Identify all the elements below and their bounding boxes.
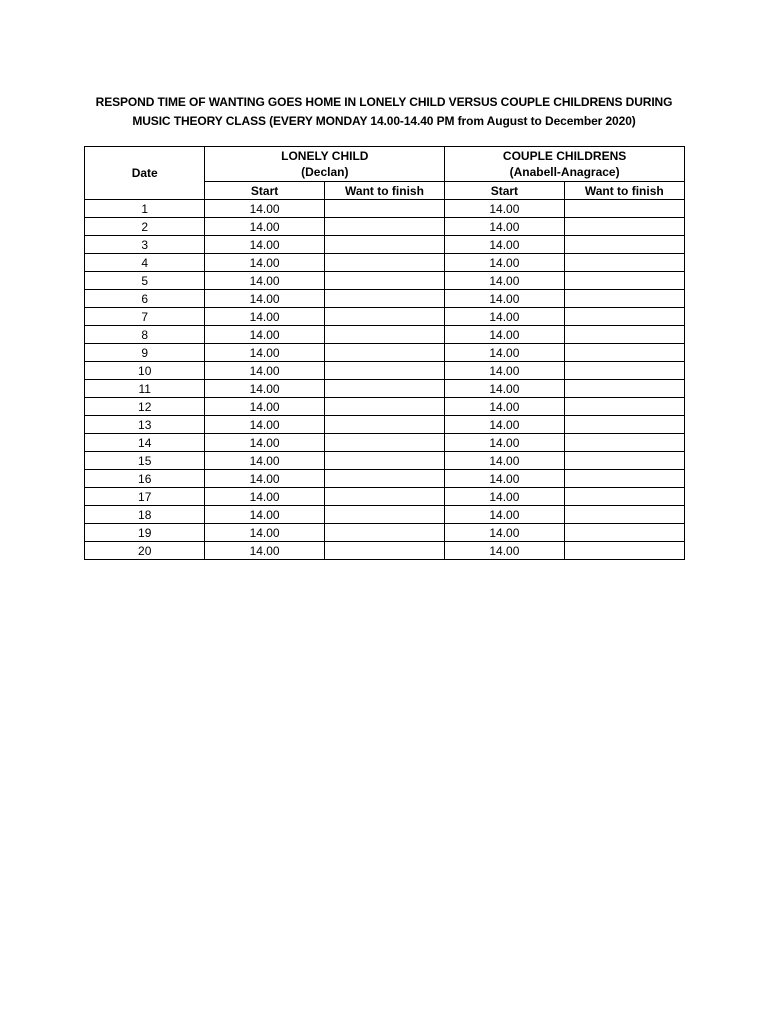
- lonely-start-cell: 14.00: [205, 218, 324, 236]
- couple-start-cell: 14.00: [445, 344, 564, 362]
- table-row: [85, 362, 685, 380]
- lonely-finish-cell: [324, 506, 444, 524]
- lonely-start-cell: 14.00: [205, 506, 324, 524]
- lonely-finish-cell: [324, 290, 444, 308]
- date-cell: 2: [85, 218, 205, 236]
- couple-start-cell: 14.00: [445, 434, 564, 452]
- date-cell: 4: [85, 254, 205, 272]
- lonely-start-cell: 14.00: [205, 362, 324, 380]
- date-cell: 9: [85, 344, 205, 362]
- couple-start-header: Start: [445, 182, 564, 200]
- date-cell: 1: [85, 200, 205, 218]
- couple-finish-cell: [564, 344, 684, 362]
- couple-start-cell: 14.00: [445, 542, 564, 560]
- lonely-start-cell: 14.00: [205, 452, 324, 470]
- couple-finish-header: Want to finish: [564, 182, 684, 200]
- table-row: [85, 272, 685, 290]
- lonely-finish-cell: [324, 416, 444, 434]
- title-line-2: MUSIC THEORY CLASS (EVERY MONDAY 14.00-14.40 PM from August to December 2020): [132, 114, 636, 128]
- date-cell: 18: [85, 506, 205, 524]
- lonely-start-cell: 14.00: [205, 398, 324, 416]
- lonely-finish-cell: [324, 380, 444, 398]
- couple-finish-cell: [564, 218, 684, 236]
- date-cell: 7: [85, 308, 205, 326]
- lonely-finish-cell: [324, 524, 444, 542]
- lonely-finish-cell: [324, 470, 444, 488]
- couple-finish-cell: [564, 290, 684, 308]
- lonely-finish-cell: [324, 236, 444, 254]
- couple-start-cell: 14.00: [445, 290, 564, 308]
- document-title: [84, 93, 684, 131]
- table-row: [85, 434, 685, 452]
- lonely-start-cell: 14.00: [205, 542, 324, 560]
- date-cell: 17: [85, 488, 205, 506]
- couple-start-cell: 14.00: [445, 236, 564, 254]
- couple-finish-cell: [564, 398, 684, 416]
- lonely-start-cell: 14.00: [205, 290, 324, 308]
- table-row: [85, 506, 685, 524]
- couple-start-cell: 14.00: [445, 470, 564, 488]
- table-row: [85, 452, 685, 470]
- date-cell: 10: [85, 362, 205, 380]
- date-cell: 5: [85, 272, 205, 290]
- couple-finish-cell: [564, 272, 684, 290]
- table-row: [85, 200, 685, 218]
- lonely-finish-cell: [324, 398, 444, 416]
- lonely-start-cell: 14.00: [205, 470, 324, 488]
- table-row: [85, 416, 685, 434]
- table-row: [85, 380, 685, 398]
- couple-finish-cell: [564, 380, 684, 398]
- lonely-finish-cell: [324, 308, 444, 326]
- couple-childrens-name: COUPLE CHILDRENS: [502, 149, 627, 163]
- couple-finish-cell: [564, 416, 684, 434]
- lonely-start-cell: 14.00: [205, 254, 324, 272]
- date-cell: 6: [85, 290, 205, 308]
- date-cell: 19: [85, 524, 205, 542]
- couple-finish-cell: [564, 200, 684, 218]
- lonely-finish-cell: [324, 326, 444, 344]
- lonely-finish-cell: [324, 452, 444, 470]
- lonely-start-cell: 14.00: [205, 308, 324, 326]
- date-cell: 12: [85, 398, 205, 416]
- couple-start-cell: 14.00: [445, 254, 564, 272]
- table-row: [85, 470, 685, 488]
- couple-finish-cell: [564, 362, 684, 380]
- couple-start-cell: 14.00: [445, 488, 564, 506]
- lonely-start-cell: 14.00: [205, 326, 324, 344]
- table-row: [85, 344, 685, 362]
- lonely-finish-cell: [324, 200, 444, 218]
- couple-finish-cell: [564, 506, 684, 524]
- couple-start-cell: 14.00: [445, 200, 564, 218]
- date-cell: 3: [85, 236, 205, 254]
- table-row: [85, 524, 685, 542]
- table-row: [85, 326, 685, 344]
- response-time-table: [84, 146, 685, 560]
- table-row: [85, 290, 685, 308]
- couple-start-cell: 14.00: [445, 506, 564, 524]
- couple-start-cell: 14.00: [445, 416, 564, 434]
- lonely-child-name: LONELY CHILD: [281, 149, 369, 163]
- table-row: [85, 488, 685, 506]
- table-row: [85, 398, 685, 416]
- couple-finish-cell: [564, 524, 684, 542]
- lonely-start-cell: 14.00: [205, 344, 324, 362]
- lonely-start-cell: 14.00: [205, 380, 324, 398]
- table-row: [85, 218, 685, 236]
- date-cell: 11: [85, 380, 205, 398]
- couple-finish-cell: [564, 542, 684, 560]
- table-row: [85, 308, 685, 326]
- couple-finish-cell: [564, 434, 684, 452]
- couple-start-cell: 14.00: [445, 398, 564, 416]
- lonely-finish-cell: [324, 362, 444, 380]
- lonely-start-cell: 14.00: [205, 416, 324, 434]
- couple-start-cell: 14.00: [445, 362, 564, 380]
- lonely-start-header: Start: [205, 182, 324, 200]
- lonely-start-cell: 14.00: [205, 200, 324, 218]
- couple-finish-cell: [564, 470, 684, 488]
- couple-start-cell: 14.00: [445, 218, 564, 236]
- table-body: [85, 200, 685, 560]
- lonely-finish-cell: [324, 344, 444, 362]
- couple-finish-cell: [564, 452, 684, 470]
- couple-finish-cell: [564, 236, 684, 254]
- couple-start-cell: 14.00: [445, 326, 564, 344]
- lonely-finish-cell: [324, 434, 444, 452]
- lonely-child-header: [205, 147, 445, 182]
- couple-start-cell: 14.00: [445, 452, 564, 470]
- lonely-finish-cell: [324, 488, 444, 506]
- lonely-start-cell: 14.00: [205, 488, 324, 506]
- couple-start-cell: 14.00: [445, 272, 564, 290]
- date-header: Date: [85, 147, 205, 200]
- lonely-start-cell: 14.00: [205, 272, 324, 290]
- couple-childrens-subtitle: (Anabell-Anagrace): [509, 165, 620, 179]
- date-cell: 14: [85, 434, 205, 452]
- lonely-finish-cell: [324, 272, 444, 290]
- date-cell: 13: [85, 416, 205, 434]
- couple-finish-cell: [564, 488, 684, 506]
- couple-start-cell: 14.00: [445, 380, 564, 398]
- lonely-finish-cell: [324, 542, 444, 560]
- date-cell: 8: [85, 326, 205, 344]
- lonely-start-cell: 14.00: [205, 524, 324, 542]
- lonely-finish-cell: [324, 218, 444, 236]
- couple-start-cell: 14.00: [445, 524, 564, 542]
- lonely-child-subtitle: (Declan): [301, 165, 349, 179]
- couple-finish-cell: [564, 326, 684, 344]
- lonely-start-cell: 14.00: [205, 236, 324, 254]
- table-row: [85, 236, 685, 254]
- lonely-finish-cell: [324, 254, 444, 272]
- date-cell: 20: [85, 542, 205, 560]
- title-line-1: RESPOND TIME OF WANTING GOES HOME IN LONELY CHILD VERSUS COUPLE CHILDRENS DURING: [95, 95, 673, 109]
- table-row: [85, 254, 685, 272]
- couple-finish-cell: [564, 254, 684, 272]
- couple-childrens-header: [445, 147, 685, 182]
- couple-finish-cell: [564, 308, 684, 326]
- lonely-finish-header: Want to finish: [324, 182, 444, 200]
- date-cell: 15: [85, 452, 205, 470]
- lonely-start-cell: 14.00: [205, 434, 324, 452]
- table-row: [85, 542, 685, 560]
- date-cell: 16: [85, 470, 205, 488]
- couple-start-cell: 14.00: [445, 308, 564, 326]
